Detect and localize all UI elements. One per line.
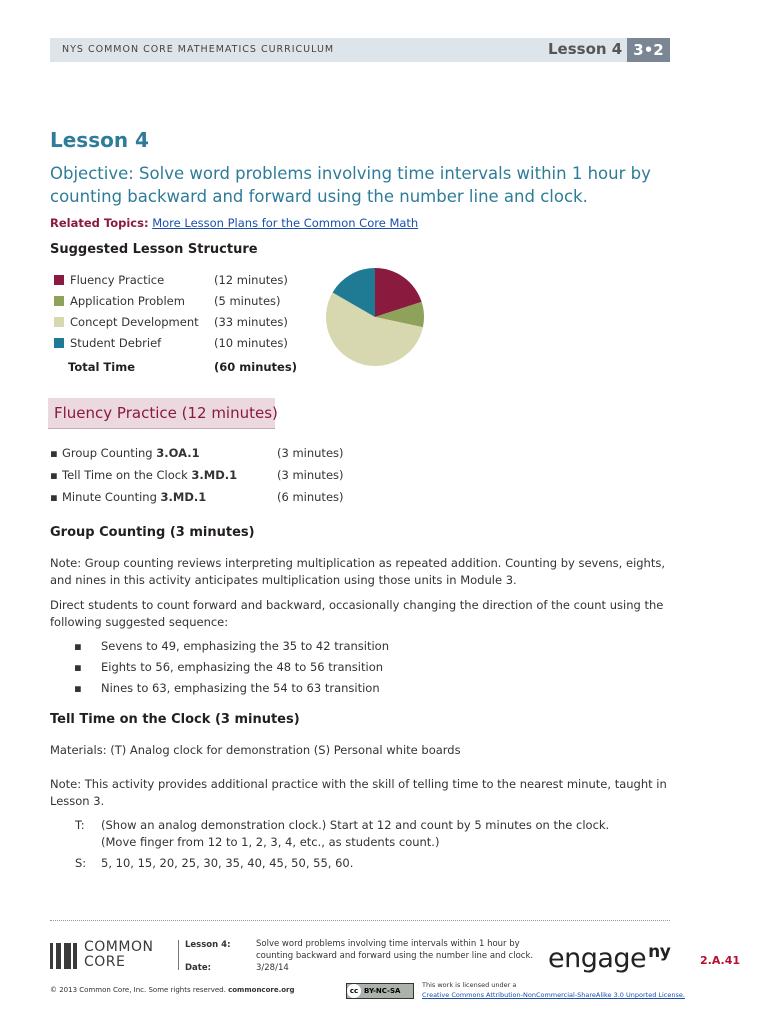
structure-row-debrief: [54, 336, 161, 354]
related-topics-label: Related Topics:: [50, 216, 149, 230]
tell-time-heading: Tell Time on the Clock (3 minutes): [50, 712, 300, 727]
related-topics: [50, 216, 418, 230]
engageny-logo: engage $^{ny}$: [548, 942, 671, 974]
legend-swatch: [54, 275, 64, 285]
header-lesson: Lesson 4: [548, 40, 623, 58]
footer-divider: [50, 920, 670, 921]
structure-minutes: (5 minutes): [214, 294, 281, 308]
teacher-line: (Move finger from 12 to 1, 2, 3, 4, etc., as students count.): [101, 835, 440, 849]
footer-separator: [178, 940, 179, 970]
tell-time-note-line: Lesson 3.: [50, 794, 105, 808]
structure-row-fluency: [54, 273, 164, 291]
common-core-logo-text: COMMON CORE: [84, 939, 154, 970]
structure-title: Suggested Lesson Structure: [50, 242, 258, 257]
student-line: 5, 10, 15, 20, 25, 30, 35, 40, 45, 50, 55, 60.: [101, 856, 354, 870]
sequence-item: Sevens to 49, emphasizing the 35 to 42 transition: [101, 639, 390, 653]
legend-swatch: [54, 317, 64, 327]
structure-label: Concept Development: [70, 315, 199, 329]
structure-label: Student Debrief: [70, 336, 162, 350]
fluency-item-minutes: (3 minutes): [277, 446, 344, 460]
sequence-bullet: ▪: [74, 681, 82, 695]
student-label: S:: [75, 856, 87, 870]
group-counting-direct-line: following suggested sequence:: [50, 615, 229, 629]
cc-icon: cc: [347, 984, 361, 998]
structure-label: Application Problem: [70, 294, 185, 308]
curriculum-label: NYS COMMON CORE MATHEMATICS CURRICULUM: [62, 44, 335, 55]
fluency-item: ▪ Group Counting 3.OA.1: [50, 446, 200, 460]
fluency-item-minutes: (3 minutes): [277, 468, 344, 482]
license-text: This work is licensed under a: [422, 981, 517, 989]
total-label: Total Time: [68, 360, 135, 374]
total-minutes: (60 minutes): [214, 360, 297, 374]
footer-date-label: Date:: [185, 963, 212, 973]
structure-label: Fluency Practice: [70, 273, 165, 287]
structure-minutes: (12 minutes): [214, 273, 288, 287]
fluency-item: ▪ Minute Counting 3.MD.1: [50, 490, 207, 504]
structure-minutes: (33 minutes): [214, 315, 288, 329]
legend-swatch: [54, 296, 64, 306]
objective: Objective: Solve word problems involving time intervals within 1 hour by counting backward and forward using the number line and clock.: [50, 164, 651, 206]
group-counting-heading: Group Counting (3 minutes): [50, 525, 255, 540]
sequence-bullet: ▪: [74, 660, 82, 674]
lesson-pie-chart: [320, 262, 430, 372]
license-link[interactable]: Creative Commons Attribution-NonCommercial-ShareAlike 3.0 Unported License.: [422, 991, 685, 999]
sequence-bullet: ▪: [74, 639, 82, 653]
structure-row-concept: [54, 315, 199, 333]
tell-time-materials: Materials: (T) Analog clock for demonstration (S) Personal white boards: [50, 743, 461, 757]
teacher-line: (Show an analog demonstration clock.) Start at 12 and count by 5 minutes on the clock.: [101, 818, 610, 832]
teacher-label: T:: [75, 818, 85, 832]
structure-row-application: [54, 294, 185, 312]
sequence-item: Eights to 56, emphasizing the 48 to 56 transition: [101, 660, 384, 674]
group-counting-note-line: Note: Group counting reviews interpreting multiplication as repeated addition. Counting by sevens, eights,: [50, 556, 666, 570]
footer-date: 3/28/14: [256, 963, 289, 973]
legend-swatch: [54, 338, 64, 348]
module-badge: 3•2: [627, 38, 670, 62]
footer-description: Solve word problems involving time intervals within 1 hour by: [256, 939, 520, 949]
fluency-item: ▪ Tell Time on the Clock 3.MD.1: [50, 468, 238, 482]
page-title: Lesson 4: [50, 128, 149, 152]
footer-lesson-label: Lesson 4:: [185, 940, 231, 950]
group-counting-note-line: and nines in this activity anticipates multiplication using those units in Module 3.: [50, 573, 517, 587]
page-number: 2.A.41: [700, 954, 741, 967]
related-topics-link[interactable]: More Lesson Plans for the Common Core Math: [152, 216, 419, 230]
cc-license-badge: cc BY-NC-SA: [346, 983, 414, 999]
sequence-item: Nines to 63, emphasizing the 54 to 63 transition: [101, 681, 380, 695]
tell-time-note-line: Note: This activity provides additional practice with the skill of telling time to the nearest minute, taught in: [50, 777, 667, 791]
group-counting-direct-line: Direct students to count forward and backward, occasionally changing the direction of the count using the: [50, 598, 664, 612]
copyright: © 2013 Common Core, Inc. Some rights reserved. commoncore.org: [50, 986, 295, 994]
footer-description: counting backward and forward using the number line and clock.: [256, 951, 534, 961]
fluency-heading: Fluency Practice (12 minutes): [54, 404, 278, 422]
structure-minutes: (10 minutes): [214, 336, 288, 350]
fluency-item-minutes: (6 minutes): [277, 490, 344, 504]
common-core-logo-icon: [50, 943, 78, 969]
